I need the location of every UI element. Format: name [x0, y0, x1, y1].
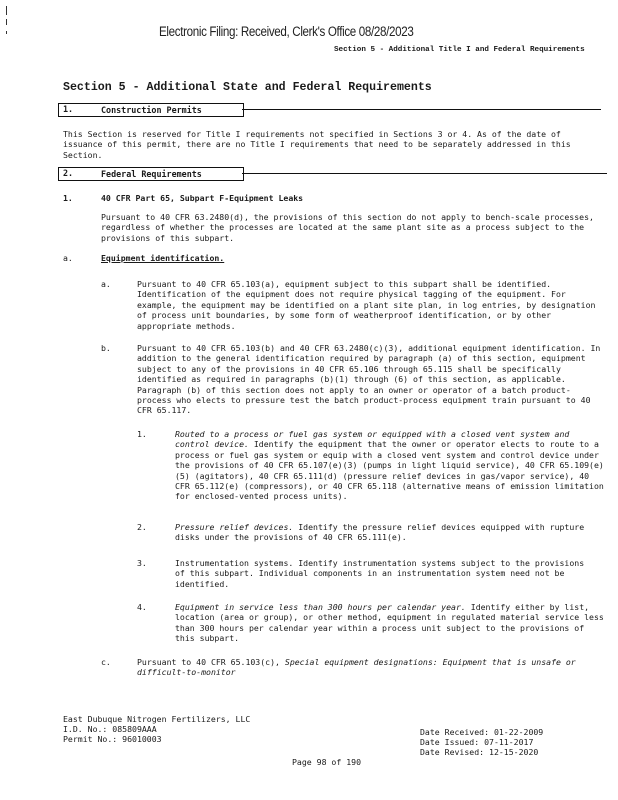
footer-company: East Dubuque Nitrogen Fertilizers, LLC [63, 714, 251, 724]
part1-number: 1. [63, 104, 74, 114]
part1-rule [242, 109, 601, 110]
sub-a-b-marker: b. [101, 343, 111, 353]
num2-paragraph [175, 522, 605, 543]
num2-marker: 2. [137, 522, 147, 532]
sub-a-a-marker: a. [101, 279, 111, 289]
sub-a-marker: a. [63, 253, 73, 263]
num2-italic: Pressure relief devices. [175, 522, 294, 532]
num2-text: Identify the pressure relief devices equipped with rupture disks under the provisions of 40 CFR 65.111(e). [175, 522, 585, 543]
item1-number: 1. [63, 193, 73, 203]
section-title: Section 5 - Additional State and Federal Requirements [63, 81, 432, 94]
sub-a-heading: Equipment identification. [101, 253, 225, 263]
scan-mark [6, 6, 7, 15]
footer-date-issued: Date Issued: 07-11-2017 [420, 737, 534, 747]
num1-marker: 1. [137, 429, 147, 439]
num1-paragraph [175, 429, 607, 502]
sub-a-a-text: Pursuant to 40 CFR 65.103(a), equipment subject to this subpart shall be identified. Identification of the equipment does not require physical tagging of the equipment. For example, the equipment may be identified on a plant site plan, in log entries, by designation of process unit boundaries, by some form of weatherproof identification, or by other appropriate methods. [137, 279, 596, 331]
footer-date-revised: Date Revised: 12-15-2020 [420, 747, 539, 757]
num3-marker: 3. [137, 558, 147, 568]
part2-number: 2. [63, 168, 74, 178]
part1-text: This Section is reserved for Title I requirements not specified in Sections 3 or 4. As of the date of issuance of this permit, there are no Title I requirements that need to be separately addressed in this Section. [63, 129, 571, 160]
sub-c-italic: Special equipment designations: Equipment that is unsafe or difficult-to-monitor [137, 657, 576, 678]
sub-c-paragraph [137, 657, 599, 678]
part2-rule [242, 173, 607, 174]
num3-text: Instrumentation systems. Identify instrumentation systems subject to the provisions of this subpart. Individual components in an instrumentation system need not be identified. [175, 558, 585, 589]
footer-permit-no: Permit No.: 96010003 [63, 734, 162, 744]
sub-c-marker: c. [101, 657, 111, 667]
num4-text: Identify either by list, location (area or group), or other method, equipment in regulated material service less than 300 hours per calendar year within a process unit subject to the provisions of this subpart. [175, 602, 604, 644]
scan-mark [6, 19, 7, 25]
running-header: Section 5 - Additional Title I and Federal Requirements [334, 46, 585, 54]
num4-marker: 4. [137, 602, 147, 612]
part1-heading: Construction Permits [101, 105, 202, 115]
footer-page-number: Page 98 of 190 [292, 757, 362, 767]
item1-heading: 40 CFR Part 65, Subpart F-Equipment Leaks [101, 193, 304, 203]
footer-date-received: Date Received: 01-22-2009 [420, 727, 544, 737]
num4-paragraph [175, 602, 607, 644]
footer-id-no: I.D. No.: 085809AAA [63, 724, 157, 734]
scan-mark [6, 31, 7, 34]
num1-italic: Routed to a process or fuel gas system or equipped with a closed vent system and control device. [175, 429, 570, 450]
sub-c-text: Pursuant to 40 CFR 65.103(c), [137, 657, 285, 667]
part2-heading: Federal Requirements [101, 169, 202, 179]
item1-text: Pursuant to 40 CFR 63.2480(d), the provisions of this section do not apply to bench-scale processes, regardless of whether the processes are located at the same plant site as a process subject to the provisions of this subpart. [101, 212, 594, 243]
sub-a-b-text: Pursuant to 40 CFR 65.103(b) and 40 CFR 63.2480(c)(3), additional equipment identification. In addition to the general identification required by paragraph (a) of this section, equipment subject to any of the provisions in 40 CFR 65.106 through 65.115 shall be specifically identified as required in paragraphs (b)(1) through (6) of this section, as applicable. Paragraph (b) of this section does not apply to an owner or operator of a batch product-process who elects to pressure test the batch product-process equipment train pursuant to 40 CFR 65.117. [137, 343, 601, 416]
num1-text: Identify the equipment that the owner or operator elects to route to a process or fuel gas system or equip with a closed vent system and control device under the provisions of 40 CFR 65.107(e)(3) (pumps in light liquid service), 40 CFR 65.109(e)(5) (agitators), 40 CFR 65.111(d) (pressure relief devices in gas/vapor service), 40 CFR 65.112(e) (compressors), or 40 CFR 65.118 (alternative means of emission limitation for enclosed-vented process units). [175, 439, 604, 502]
num4-italic: Equipment in service less than 300 hours per calendar year. [175, 602, 466, 612]
electronic-filing-stamp: Electronic Filing: Received, Clerk's Office 08/28/2023 [159, 24, 414, 39]
